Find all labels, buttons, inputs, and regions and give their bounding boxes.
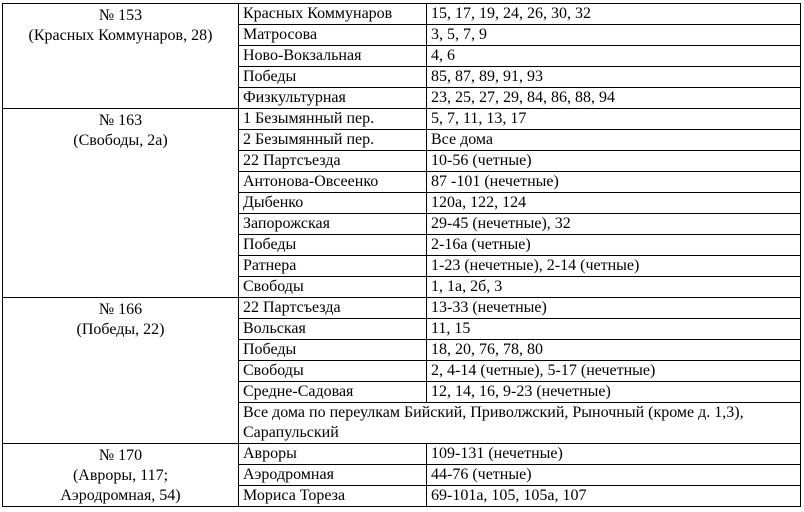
houses-cell: 2-16а (четные) <box>427 235 801 256</box>
street-cell: Победы <box>239 235 427 256</box>
table-row <box>3 4 801 25</box>
school-address: (Победы, 22) <box>76 321 165 338</box>
street-cell: Авроры <box>239 444 427 465</box>
street-cell: Ново-Вокзальная <box>239 46 427 67</box>
houses-cell: 23, 25, 27, 29, 84, 86, 88, 94 <box>427 88 801 109</box>
school-cell <box>3 4 239 109</box>
houses-cell: 3, 5, 7, 9 <box>427 25 801 46</box>
street-cell: Свободы <box>239 277 427 298</box>
school-address: Аэродромная, 54) <box>60 487 181 504</box>
houses-cell: 2, 4-14 (четные), 5-17 (нечетные) <box>427 361 801 382</box>
houses-cell: 5, 7, 11, 13, 17 <box>427 109 801 130</box>
street-cell: 1 Безымянный пер. <box>239 109 427 130</box>
houses-cell: Все дома <box>427 130 801 151</box>
houses-cell: 4, 6 <box>427 46 801 67</box>
street-cell: Запорожская <box>239 214 427 235</box>
table-row <box>3 298 801 319</box>
houses-cell: 1, 1а, 2б, 3 <box>427 277 801 298</box>
street-cell: Свободы <box>239 361 427 382</box>
houses-cell: 1-23 (нечетные), 2-14 (четные) <box>427 256 801 277</box>
street-cell: 2 Безымянный пер. <box>239 130 427 151</box>
street-cell: Победы <box>239 340 427 361</box>
street-cell: Дыбенко <box>239 193 427 214</box>
houses-cell: 85, 87, 89, 91, 93 <box>427 67 801 88</box>
street-cell: Мориса Тореза <box>239 486 427 507</box>
street-cell: Вольская <box>239 319 427 340</box>
houses-cell: 15, 17, 19, 24, 26, 30, 32 <box>427 4 801 25</box>
school-district-table <box>2 3 801 507</box>
houses-cell: 87 -101 (нечетные) <box>427 172 801 193</box>
street-cell: Красных Коммунаров <box>239 4 427 25</box>
houses-cell: 120а, 122, 124 <box>427 193 801 214</box>
houses-cell: 10-56 (четные) <box>427 151 801 172</box>
houses-cell: 11, 15 <box>427 319 801 340</box>
school-cell <box>3 298 239 444</box>
houses-cell: 109-131 (нечетные) <box>427 444 801 465</box>
houses-cell: 29-45 (нечетные), 32 <box>427 214 801 235</box>
houses-cell: 13-33 (нечетные) <box>427 298 801 319</box>
street-cell: Матросова <box>239 25 427 46</box>
street-cell: Физкультурная <box>239 88 427 109</box>
school-address: (Красных Коммунаров, 28) <box>28 27 213 44</box>
note-cell: Все дома по переулкам Бийский, Приволжский, Рыночный (кроме д. 1,3), Сарапульский <box>239 403 801 444</box>
table-row <box>3 109 801 130</box>
school-address: (Свободы, 2а) <box>73 132 168 149</box>
street-cell: Средне-Садовая <box>239 382 427 403</box>
houses-cell: 44-76 (четные) <box>427 465 801 486</box>
school-number: № 153 <box>98 7 143 24</box>
street-cell: Победы <box>239 67 427 88</box>
school-cell <box>3 109 239 298</box>
street-cell: 22 Партсъезда <box>239 151 427 172</box>
street-cell: Антонова-Овсеенко <box>239 172 427 193</box>
school-number: № 163 <box>98 112 143 129</box>
street-cell: 22 Партсъезда <box>239 298 427 319</box>
school-number: № 170 <box>98 447 143 464</box>
school-number: № 166 <box>98 301 143 318</box>
houses-cell: 18, 20, 76, 78, 80 <box>427 340 801 361</box>
table-row <box>3 444 801 465</box>
street-cell: Ратнера <box>239 256 427 277</box>
school-district-table-wrapper <box>2 3 801 507</box>
street-cell: Аэродромная <box>239 465 427 486</box>
houses-cell: 12, 14, 16, 9-23 (нечетные) <box>427 382 801 403</box>
school-address: (Авроры, 117; <box>72 467 169 484</box>
school-cell <box>3 444 239 507</box>
houses-cell: 69-101а, 105, 105а, 107 <box>427 486 801 507</box>
